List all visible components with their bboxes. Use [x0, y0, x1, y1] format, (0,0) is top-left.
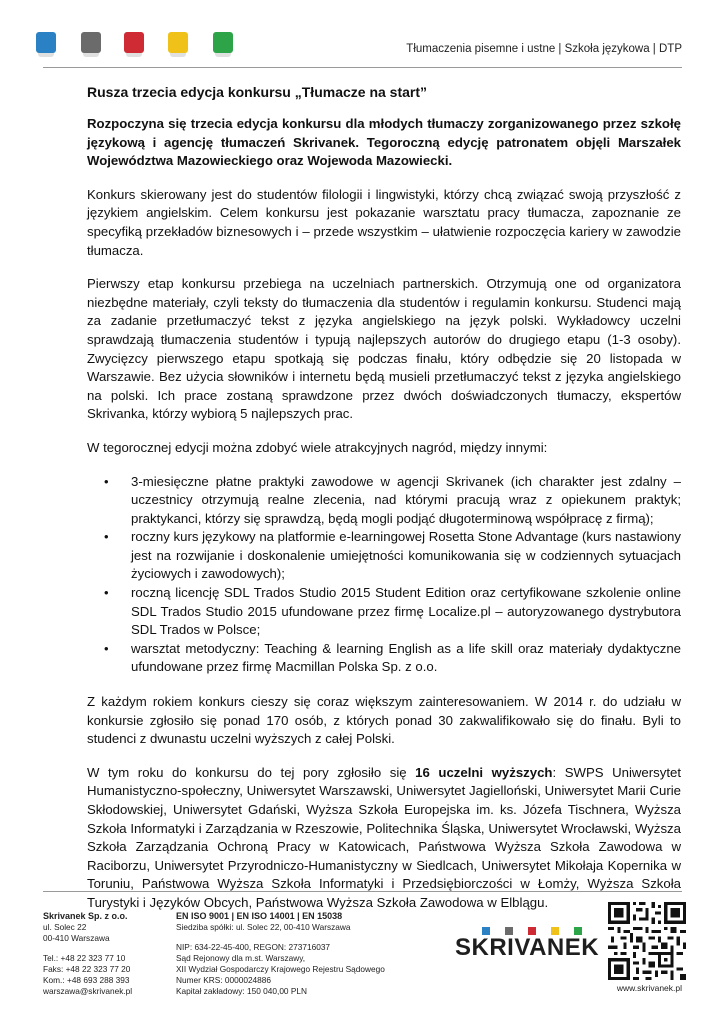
nip-regon: NIP: 634-22-45-400, REGON: 273716037: [176, 942, 331, 952]
logo-square-gray: [81, 32, 101, 53]
bullet-icon: •: [104, 640, 109, 656]
company-name: Skrivanek Sp. z o.o.: [43, 911, 128, 921]
paragraph-1: Konkurs skierowany jest do studentów filologii i lingwistyki, którzy chcą związać swoją przyszłość z językiem angielskim. Celem konkursu jest pokazanie warsztatu pracy tłumacza, zapoznanie ze specyfiką przekładów biznesowych i – przede wszystkim – ułatwienie rozpoczęcia kariery w zawodzie tłumacza.: [87, 186, 681, 258]
bullet-icon: •: [104, 585, 109, 601]
registered-seat: Siedziba spółki: ul. Solec 22, 00-410 Warszawa: [176, 922, 351, 932]
article-title: Rusza trzecia edycja konkursu „Tłumacze na start”: [87, 84, 428, 100]
paragraph-5-start: W tym roku do konkursu do tej pory zgłosiło się: [87, 764, 416, 780]
phone: Tel.: +48 22 323 77 10: [43, 953, 126, 963]
bullet-icon: •: [104, 473, 109, 489]
qr-code-icon: [608, 902, 686, 980]
iso-certifications: EN ISO 9001 | EN ISO 14001 | EN 15038: [176, 911, 343, 921]
footer-divider: [43, 891, 682, 892]
list-item: [87, 584, 681, 640]
mobile: Kom.: +48 693 288 393: [43, 975, 130, 985]
logo-square-green: [213, 32, 233, 53]
fax: Faks: +48 22 323 77 20: [43, 964, 131, 974]
paragraph-5-list: : SWPS Uniwersytet Humanistyczno-społeczny, Uniwersytet Warszawski, Uniwersytet Jagielloński, Uniwersytet Marii Curie Skłodowskiej, Uniwersytet Gdański, Wyższa Szkoła Europejska im. ks. Józefa Tischnera, Wyższa Szkoła Informatyki i Zarządzania w Rzeszowie, Politechnika Śląska, Uniwersytet Wrocławski, Wyższa Szkoła Zarządzania Ochroną Pracy w Katowicach, Państwowa Wyższa Szkoła Zawodowa w Raciborzu, Uniwersytet Przyrodniczo-Humanistyczny w Siedlcach, Uniwersytet Mikołaja Kopernika w Toruniu, Państwowa Wyższa Szkoła Informatyki i Przedsiębiorczości w Łomży, Wyższa Szkoła Turystyki i Języków Obcych, Państwowa Wyższa Szkoła Zawodowa w Elblągu.: [87, 764, 681, 910]
logo-square-yellow: [168, 32, 188, 53]
universities-count: 16 uczelni wyższych: [415, 764, 553, 780]
paragraph-2: Pierwszy etap konkursu przebiega na uczelniach partnerskich. Otrzymują one od organizatora niezbędne materiały, czyli teksty do tłumaczenia dla studentów i regulamin konkursu. Studenci mają za zadanie przetłumaczyć tekst z języka angielskiego na język polski. Wykładowcy uczelni sprawdzają tłumaczenia studentów i typują najlepszych autorów do drugiego etapu (1-3 osoby). Zwycięzcy pierwszego etapu spotkają się podczas finału, który odbędzie się 20 listopada w Warszawie. Bez użycia słowników i internetu będą musieli przetłumaczyć tekst z języka angielskiego na polski. Ich prace zostaną sprawdzone przez dwóch doświadczonych tłumaczy, ekspertów Skrivanka, którzy wybiorą 5 najlepszych prac.: [87, 276, 681, 422]
website-link[interactable]: www.skrivanek.pl: [616, 983, 682, 993]
bullet-icon: •: [104, 529, 109, 545]
company-city: 00-410 Warszawa: [43, 933, 110, 943]
article-lead: Rozpoczyna się trzecia edycja konkursu dla młodych tłumaczy zorganizowanego przez szkołę językową i agencję tłumaczeń Skrivanek. Tegoroczną edycję patronatem objęli Marszałek Województwa Mazowieckiego oraz Wojewoda Mazowiecki.: [87, 116, 681, 169]
list-item: [87, 528, 681, 584]
article: [87, 83, 681, 928]
header-divider: [43, 67, 682, 68]
logo-square-red: [124, 32, 144, 53]
share-capital: Kapitał zakładowy: 150 040,00 PLN: [176, 986, 307, 996]
list-item: [87, 640, 681, 677]
footer-legal: [176, 911, 416, 997]
paragraph-3: W tegorocznej edycji można zdobyć wiele atrakcyjnych nagród, między innymi:: [87, 439, 548, 455]
court-line-1: Sąd Rejonowy dla m.st. Warszawy,: [176, 953, 306, 963]
list-item-text: warsztat metodyczny: Teaching & learning English as a life skill oraz materiały dydaktyczne ufundowane przez firmę Macmillan Polska Sp. z o.o.: [131, 640, 681, 675]
paragraph-4: Z każdym rokiem konkurs cieszy się coraz większym zainteresowaniem. W 2014 r. do udziału w konkursie zgłosiło się ponad 170 osób, z których ponad 30 zakwalifikowało się do finału. Byli to studenci z dwunastu uczelni wyższych z całej Polski.: [87, 694, 681, 747]
company-street: ul. Solec 22: [43, 922, 87, 932]
list-item-text: roczny kurs językowy na platformie e-learningowej Rosetta Stone Advantage (kurs nastawiony jest na rozwijanie i doskonalenie umiejętności komunikowania się w codziennych sytuacjach życiowych i zawodowych);: [131, 529, 681, 582]
list-item-text: 3-miesięczne płatne praktyki zawodowe w agencji Skrivanek (ich charakter jest zdalny – uczestnicy otrzymują realne zlecenia, nad którymi pracują wraz z opiekunem praktyk; praktykanci, którzy się sprawdzą, będą mogli podjąć długoterminową współpracę z firmą);: [131, 473, 681, 526]
prize-list: [87, 473, 681, 678]
court-line-2: XII Wydział Gospodarczy Krajowego Rejestru Sądowego: [176, 964, 385, 974]
email-link[interactable]: warszawa@skrivanek.pl: [43, 986, 133, 996]
color-squares-logo: [36, 32, 246, 56]
list-item: [87, 473, 681, 529]
list-item-text: roczną licencję SDL Trados Studio 2015 Student Edition oraz certyfikowane szkolenie online SDL Trados Studio 2015 ufundowane przez firmę Localize.pl – autoryzowanego dystrybutora SDL Trados w Polsce;: [131, 585, 681, 638]
footer-contact: [43, 911, 168, 997]
brand-name: SKRIVANEK: [455, 934, 600, 961]
krs-number: Numer KRS: 0000024886: [176, 975, 272, 985]
header-tagline: Tłumaczenia pisemne i ustne | Szkoła językowa | DTP: [406, 43, 682, 55]
logo-square-blue: [36, 32, 56, 53]
